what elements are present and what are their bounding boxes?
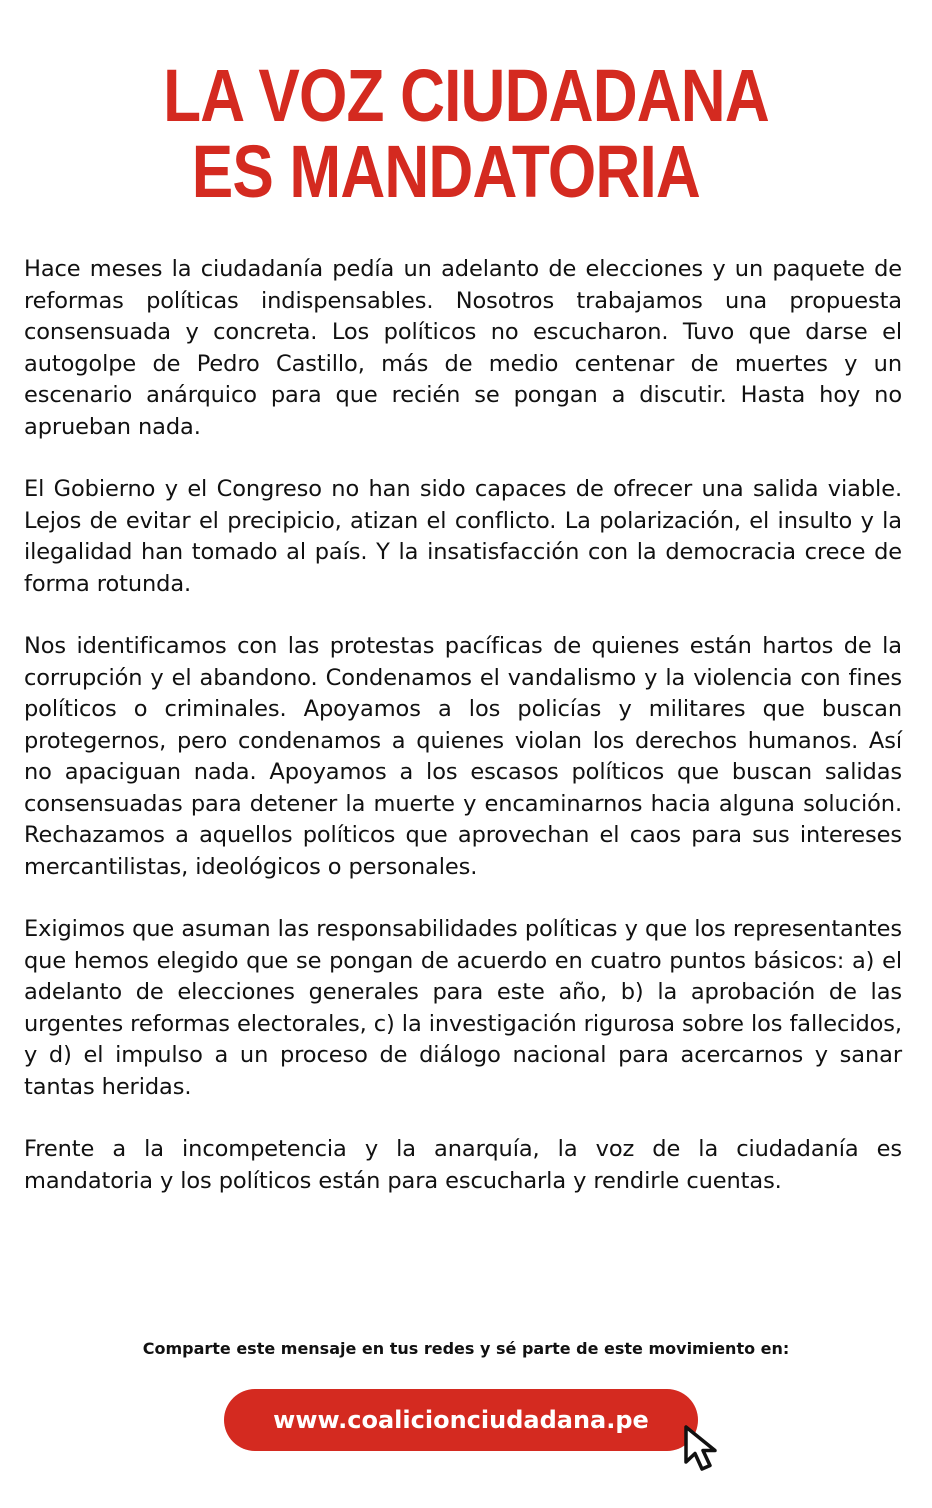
paragraph-1: Hace meses la ciudadanía pedía un adelanto de elecciones y un paquete de reformas políticas indispensables. Nosotros trabajamos una propuesta consensuada y concreta. Los políticos no escucharon. Tuvo que darse el autogolpe de Pedro Castillo, más de medio centenar de muertes y un escenario anárquico para que recién se pongan a discutir. Hasta hoy no aprueban nada. — [24, 256, 902, 440]
paragraph-3: Nos identificamos con las protestas pacíficas de quienes están hartos de la corrupción y el abandono. Condenamos el vandalismo y la violencia con fines políticos o criminales. Apoyamos a los policías y militares que buscan protegernos, pero condenamos a quienes violan los derechos humanos. Así no apaciguan nada. Apoyamos a los escasos políticos que buscan salidas consensuadas para detener la muerte y encaminarnos hacia alguna solución. Rechazamos a aquellos políticos que aprovechan el caos para sus intereses mercantilistas, ideológicos o personales. — [24, 633, 902, 880]
mouse-pointer-icon — [680, 1424, 728, 1474]
paragraph-5: Frente a la incompetencia y la anarquía, la voz de la ciudadanía es mandatoria y los políticos están para escucharla y rendirle cuentas. — [24, 1136, 902, 1194]
page-title — [75, 54, 858, 213]
statement-body — [24, 254, 902, 1228]
paragraph-4: Exigimos que asuman las responsabilidades políticas y que los representantes que hemos elegido que se pongan de acuerdo en cuatro puntos básicos: a) el adelanto de elecciones generales para este año, b) la aprobación de las urgentes reformas electorales, c) la investigación rigurosa sobre los fallecidos, y d) el impulso a un proceso de diálogo nacional para acercarnos y sanar tantas heridas. — [24, 916, 902, 1100]
website-link-button[interactable]: www.coalicionciudadana.pe — [224, 1389, 698, 1451]
title-line-2: ES MANDATORIA — [191, 130, 700, 213]
title-line-1: LA VOZ CIUDADANA — [163, 54, 769, 137]
paragraph-2: El Gobierno y el Congreso no han sido capaces de ofrecer una salida viable. Lejos de evitar el precipicio, atizan el conflicto. La polarización, el insulto y la ilegalidad han tomado al país. Y la insatisfacción con la democracia crece de forma rotunda. — [24, 476, 902, 597]
share-call-to-action: Comparte este mensaje en tus redes y sé parte de este movimiento en: — [142, 1339, 790, 1358]
